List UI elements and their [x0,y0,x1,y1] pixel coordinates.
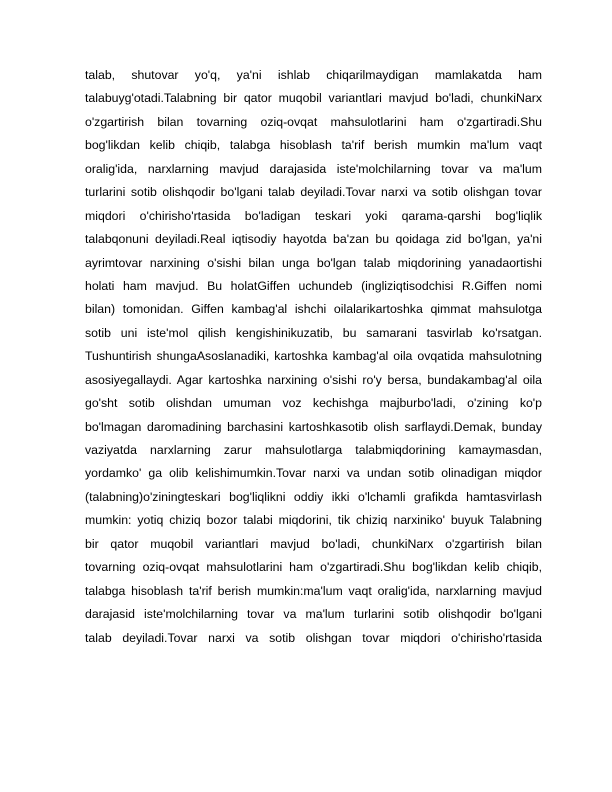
text-line: asosiyegallaydi. Agar kartoshka narxining o'sishi ro'y bersa, bundakambag'al oila [85,372,542,387]
text-line: oralig'ida, narxlarning mavjud darajasida iste'molchilarning tovar va ma'lum [85,161,542,176]
text-line: bog'likdan kelib chiqib, talabga hisoblash ta'rif berish mumkin ma'lum vaqt [85,138,542,153]
document-page [85,64,542,650]
text-line: darajasid iste'molchilarning tovar va ma'lum turlarini sotib olishqodir bo'lgani [85,607,542,622]
text-line: turlarini sotib olishqodir bo'lgani talab deyiladi.Tovar narxi va sotib olishgan tovar [85,185,542,200]
text-line: talabga hisoblash ta'rif berish mumkin:ma'lum vaqt oralig'ida, narxlarning mavjud [85,583,542,598]
text-line: talab deyiladi.Tovar narxi va sotib olishgan tovar miqdori o'chirisho'rtasida [85,630,542,645]
text-line: bilan) tomonidan. Giffen kambag'al ishchi oilalarikartoshka qimmat mahsulotga [85,302,542,317]
body-paragraph [85,64,542,650]
text-line: mumkin: yotiq chiziq bozor talabi miqdorini, tik chiziq narxiniko' buyuk Talabning [85,513,542,528]
text-line: bir qator muqobil variantlari mavjud bo'ladi, chunkiNarx o'zgartirish bilan [85,536,542,551]
text-line: talab, shutovar yo'q, ya'ni ishlab chiqarilmaydigan mamlakatda ham [85,68,542,82]
text-line: o'zgartirish bilan tovarning oziq-ovqat mahsulotlarini ham o'zgartiradi.Shu [85,114,542,129]
text-line: tovarning oziq-ovqat mahsulotlarini ham o'zgartiradi.Shu bog'likdan kelib chiqib, [85,560,542,575]
text-line: Tushuntirish shungaAsoslanadiki, kartoshka kambag'al oila ovqatida mahsulotning [85,349,542,364]
text-line: (talabning)o'ziningteskari bog'liqlikni oddiy ikki o'lchamli grafikda hamtasvirlash [85,489,542,504]
text-line: talabqonuni deyiladi.Real iqtisodiy hayotda ba'zan bu qoidaga zid bo'lgan, ya'ni [85,232,542,247]
text-line: ayrimtovar narxining o'sishi bilan unga bo'lgan talab miqdorining yanadaortishi [85,255,542,270]
text-line: vaziyatda narxlarning zarur mahsulotlarga talabmiqdorining kamaymasdan, [85,443,542,457]
text-line: go'sht sotib olishdan umuman voz kechishga majburbo'ladi, o'zining ko'p [85,396,542,411]
text-line: holati ham mavjud. Bu holatGiffen uchundeb (ingliziqtisodchisi R.Giffen nomi [85,278,542,293]
text-line: talabuyg'otadi.Talabning bir qator muqobil variantlari mavjud bo'ladi, chunkiNarx [85,91,542,106]
text-line: sotib uni iste'mol qilish kengishinikuzatib, bu samarani tasvirlab ko'rsatgan. [85,325,542,340]
text-line: bo'lmagan daromadining barchasini kartoshkasotib olish sarflaydi.Demak, bunday [85,419,542,434]
text-line: miqdori o'chirisho'rtasida bo'ladigan teskari yoki qarama-qarshi bog'liqlik [85,208,542,223]
text-line: yordamko' ga olib kelishimumkin.Tovar narxi va undan sotib olinadigan miqdor [85,466,542,481]
